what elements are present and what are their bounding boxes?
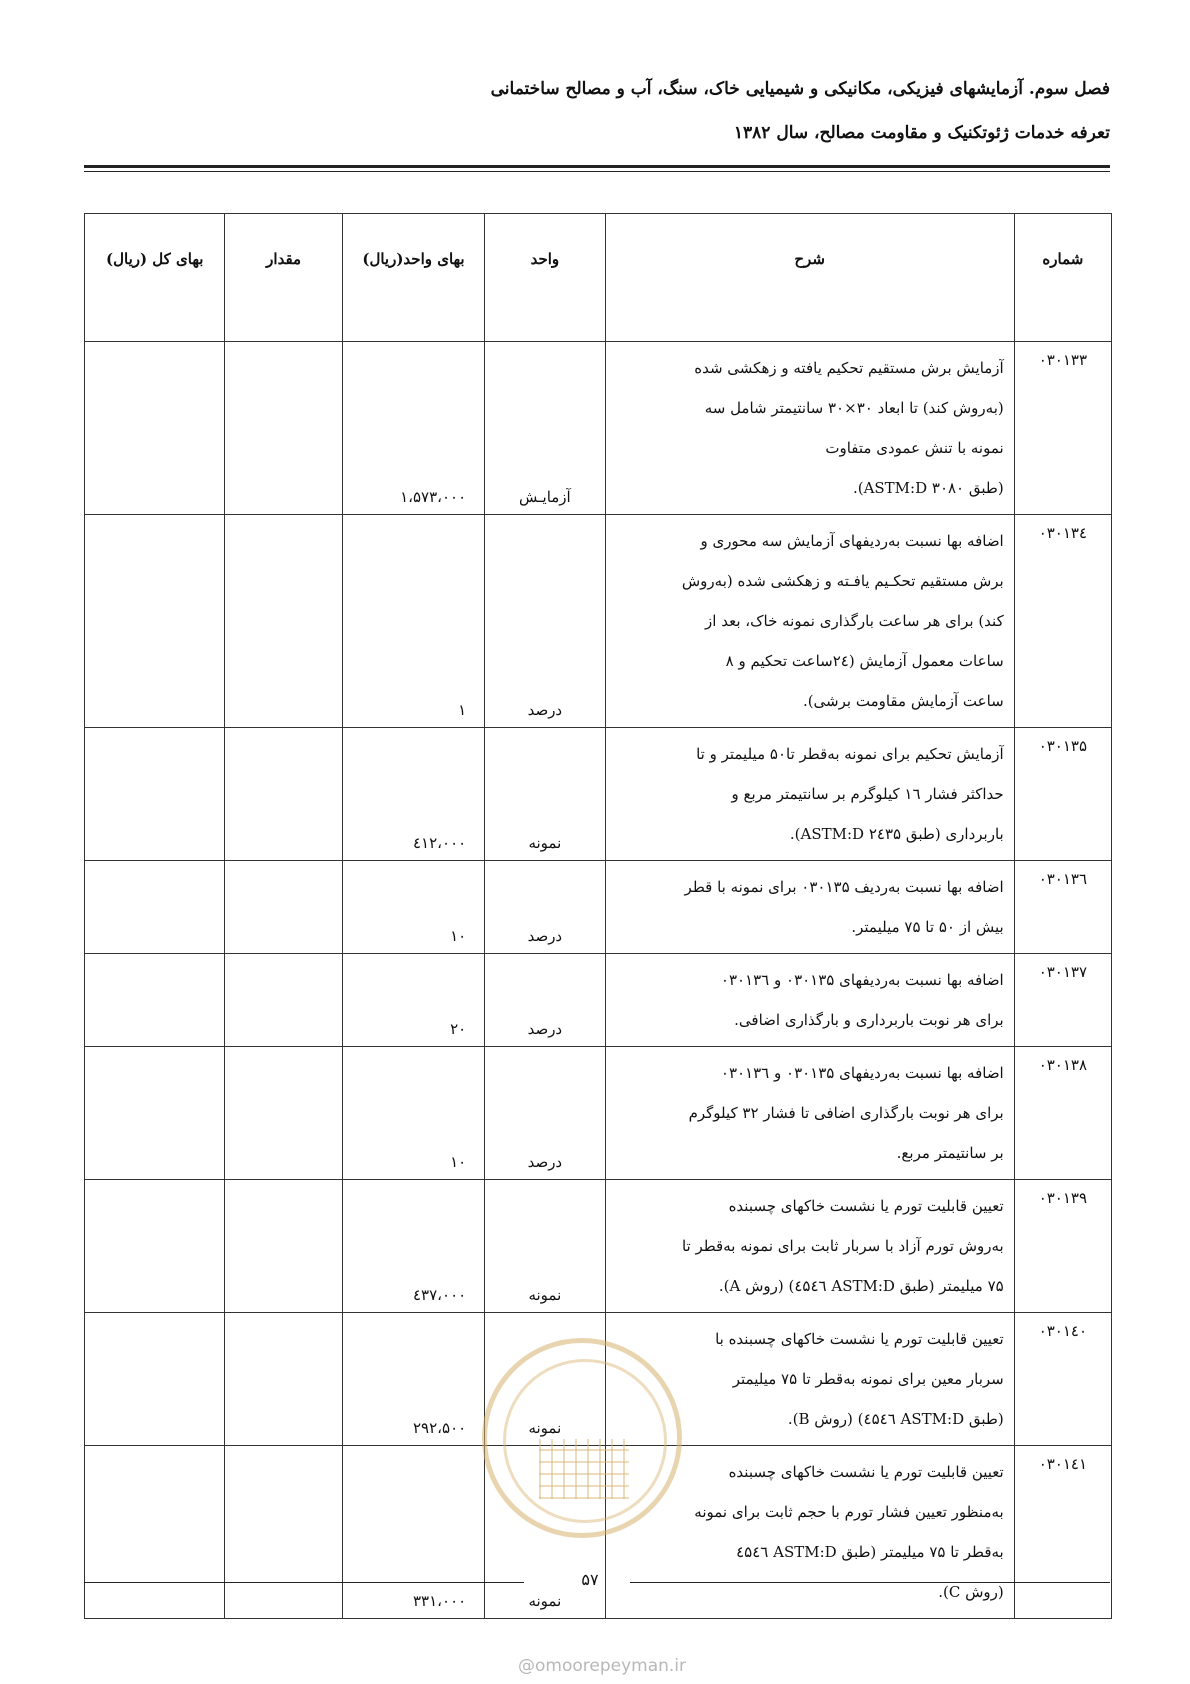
item-description xyxy=(605,1180,1014,1313)
item-total xyxy=(85,342,225,515)
chapter-title: فصل سوم. آزمایشهای فیزیکی، مکانیکی و شیمیایی خاک، سنگ، آب و مصالح ساختمانی xyxy=(490,79,1110,99)
item-description xyxy=(605,1047,1014,1180)
footer-rule-left xyxy=(84,1582,524,1583)
description-line: ۷۵ میلیمتر (طبق ASTM:D ٤۵٤٦) (روش A). xyxy=(718,1277,1004,1295)
item-code: ۰۳۰۱۳۹ xyxy=(1014,1180,1111,1313)
item-quantity xyxy=(225,728,342,861)
item-total xyxy=(85,1047,225,1180)
table-row xyxy=(85,1047,1112,1180)
item-unit-price: ۲۰ xyxy=(342,954,484,1047)
item-unit-price: ۱۰ xyxy=(342,861,484,954)
item-quantity xyxy=(225,1313,342,1446)
description-line: برای هر نوبت باربرداری و بارگذاری اضافی. xyxy=(734,1011,1004,1029)
item-description xyxy=(605,954,1014,1047)
item-unit-price: ۱۰ xyxy=(342,1047,484,1180)
description-line: (به‌روش کند) تا ابعاد ۳۰×۳۰ سانتیمتر شامل سه xyxy=(704,399,1004,417)
description-line: اضافه بها نسبت به‌ردیفهای ۰۳۰۱۳۵ و ۰۳۰۱۳٦ xyxy=(720,971,1004,989)
item-code: ۰۳۰۱۳۷ xyxy=(1014,954,1111,1047)
header-rule-thick xyxy=(84,165,1110,168)
description-line: کند) برای هر ساعت بارگذاری نمونه خاک، بعد از xyxy=(705,612,1004,630)
stamp-grid-emblem xyxy=(539,1439,629,1499)
description-line: به‌قطر تا ۷۵ میلیمتر (طبق ASTM:D ٤۵٤٦ xyxy=(736,1543,1004,1561)
page-header xyxy=(84,78,1110,144)
item-code: ۰۳۰۱۳٦ xyxy=(1014,861,1111,954)
item-unit-price: ۳۳۱،۰۰۰ xyxy=(342,1446,484,1619)
table-row xyxy=(85,1180,1112,1313)
item-description xyxy=(605,515,1014,728)
item-unit: درصد xyxy=(485,954,605,1047)
description-line: نمونه با تنش عمودی متفاوت xyxy=(825,439,1004,457)
col-header-unit-price: بهای واحد(ریال) xyxy=(342,214,484,342)
item-unit-price: ۱،۵۷۳،۰۰۰ xyxy=(342,342,484,515)
item-unit: درصد xyxy=(485,861,605,954)
header-rule-thin xyxy=(84,171,1110,172)
description-line: تعیین قابلیت تورم یا نشست خاکهای چسبنده xyxy=(728,1197,1004,1215)
description-line: ساعات معمول آزمایش (۲٤ساعت تحکیم و ۸ xyxy=(725,652,1004,670)
col-header-code: شماره xyxy=(1014,214,1111,342)
col-header-quantity: مقدار xyxy=(225,214,342,342)
item-code: ۰۳۰۱۳۸ xyxy=(1014,1047,1111,1180)
item-unit-price: ٤۱۲،۰۰۰ xyxy=(342,728,484,861)
item-description xyxy=(605,342,1014,515)
item-code: ۰۳۰۱٤۰ xyxy=(1014,1313,1111,1446)
description-line: بیش از ۵۰ تا ۷۵ میلیمتر. xyxy=(851,918,1004,936)
description-line: اضافه بها نسبت به‌ردیف ۰۳۰۱۳۵ برای نمونه با قطر xyxy=(684,878,1004,896)
table-row xyxy=(85,954,1112,1047)
item-description xyxy=(605,728,1014,861)
item-quantity xyxy=(225,954,342,1047)
table-row xyxy=(85,861,1112,954)
item-unit-price: ٤۳۷،۰۰۰ xyxy=(342,1180,484,1313)
description-line: تعیین قابلیت تورم یا نشست خاکهای چسبنده xyxy=(728,1463,1004,1481)
item-description xyxy=(605,861,1014,954)
item-total xyxy=(85,861,225,954)
item-unit-price: ۲۹۲،۵۰۰ xyxy=(342,1313,484,1446)
description-line: اضافه بها نسبت به‌ردیفهای آزمایش سه محوری و xyxy=(700,532,1004,550)
item-unit: درصد xyxy=(485,1047,605,1180)
description-line: بر سانتیمتر مربع. xyxy=(896,1144,1004,1162)
table-header-row xyxy=(85,214,1112,342)
site-watermark: @omoorepeyman.ir xyxy=(517,1656,687,1676)
item-code: ۰۳۰۱۳٤ xyxy=(1014,515,1111,728)
item-unit: نمونه xyxy=(485,1313,605,1446)
description-line: حداکثر فشار ۱٦ کیلوگرم بر سانتیمتر مربع و xyxy=(731,785,1004,803)
item-total xyxy=(85,954,225,1047)
item-unit: نمونه xyxy=(485,728,605,861)
description-line: اضافه بها نسبت به‌ردیفهای ۰۳۰۱۳۵ و ۰۳۰۱۳٦ xyxy=(720,1064,1004,1082)
item-total xyxy=(85,515,225,728)
description-line: (روش C). xyxy=(938,1583,1004,1601)
description-line: به‌منظور تعیین فشار تورم با حجم ثابت برای نمونه xyxy=(694,1503,1004,1521)
description-line: (طبق ASTM:D ٤۵٤٦) (روش B). xyxy=(787,1410,1004,1428)
item-quantity xyxy=(225,861,342,954)
item-total xyxy=(85,728,225,861)
description-line: آزمایش تحکیم برای نمونه به‌قطر تا۵۰ میلیمتر و تا xyxy=(696,745,1004,763)
col-header-unit: واحد xyxy=(485,214,605,342)
item-unit-price: ۱ xyxy=(342,515,484,728)
item-quantity xyxy=(225,1446,342,1619)
description-line: برای هر نوبت بارگذاری اضافی تا فشار ۳۲ کیلوگرم xyxy=(688,1104,1004,1122)
table-row xyxy=(85,728,1112,861)
item-unit: نمونه xyxy=(485,1180,605,1313)
description-line: باربرداری (طبق ASTM:D ۲٤۳۵). xyxy=(789,825,1004,843)
item-quantity xyxy=(225,515,342,728)
item-code: ۰۳۰۱٤۱ xyxy=(1014,1446,1111,1619)
description-line: سربار معین برای نمونه به‌قطر تا ۷۵ میلیمتر xyxy=(732,1370,1004,1388)
description-line: به‌روش تورم آزاد با سربار ثابت برای نمونه به‌قطر تا xyxy=(681,1237,1004,1255)
page-number: ۵۷ xyxy=(581,1570,599,1589)
item-unit: نمونه xyxy=(485,1446,605,1619)
description-line: تعیین قابلیت تورم یا نشست خاکهای چسبنده با xyxy=(715,1330,1004,1348)
item-quantity xyxy=(225,1180,342,1313)
item-unit: آزمایـش xyxy=(485,342,605,515)
col-header-total-price: بهای کل (ریال) xyxy=(85,214,225,342)
col-header-description: شرح xyxy=(605,214,1014,342)
description-line: (طبق ASTM:D ۳۰۸۰). xyxy=(852,479,1004,497)
item-code: ۰۳۰۱۳۵ xyxy=(1014,728,1111,861)
description-line: برش مستقیم تحکـیم یافـته و زهکشی شده (به‌روش xyxy=(681,572,1004,590)
table-row xyxy=(85,342,1112,515)
footer-rule-right xyxy=(630,1582,1110,1583)
description-line: آزمایش برش مستقیم تحکیم یافته و زهکشی شده xyxy=(694,359,1004,377)
tariff-title: تعرفه خدمات ژئوتکنیک و مقاومت مصالح، سال ۱۳۸۲ xyxy=(733,123,1110,143)
item-total xyxy=(85,1180,225,1313)
stamp-seal xyxy=(482,1338,682,1538)
item-quantity xyxy=(225,1047,342,1180)
item-code: ۰۳۰۱۳۳ xyxy=(1014,342,1111,515)
item-unit: درصد xyxy=(485,515,605,728)
item-quantity xyxy=(225,342,342,515)
table-row xyxy=(85,515,1112,728)
description-line: ساعت آزمایش مقاومت برشی). xyxy=(802,692,1004,710)
item-total xyxy=(85,1446,225,1619)
item-total xyxy=(85,1313,225,1446)
